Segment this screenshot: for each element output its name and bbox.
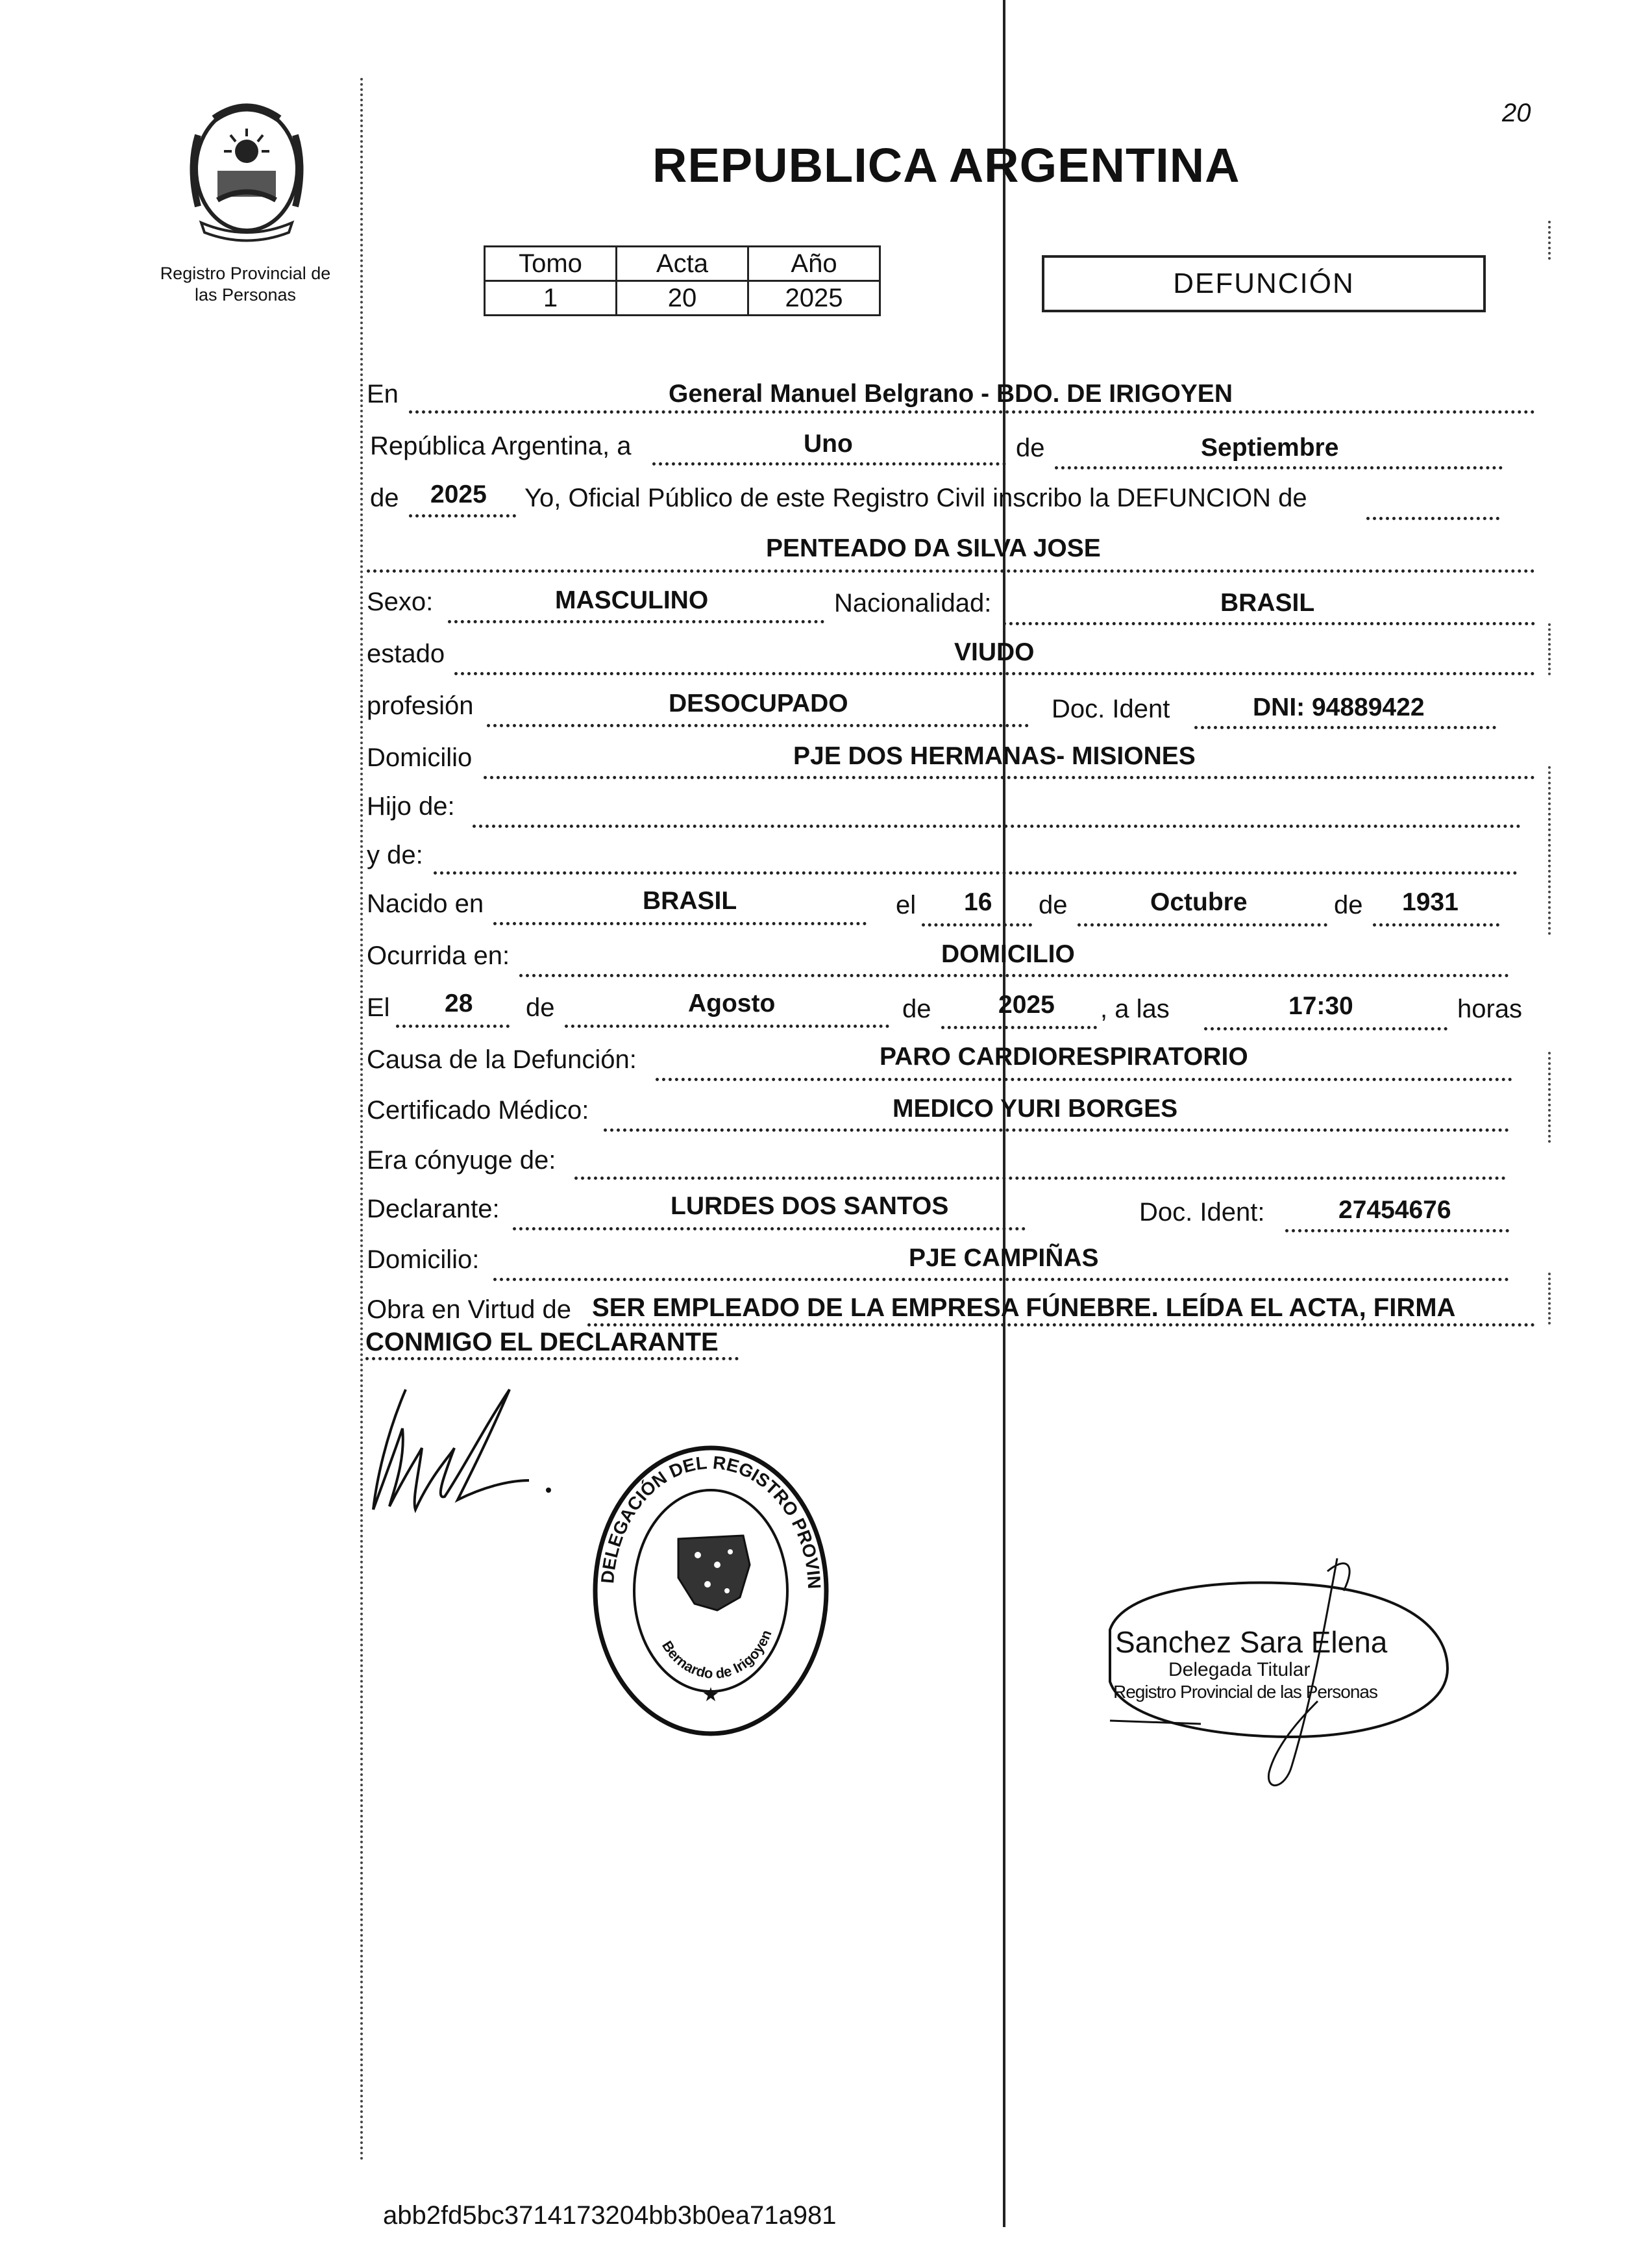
registry-line-1: Registro Provincial de xyxy=(160,264,331,283)
field-line xyxy=(565,1025,889,1028)
label-yo: Yo, Oficial Público de este Registro Civil inscribo la DEFUNCION de xyxy=(524,484,1307,512)
label-en: En xyxy=(367,380,399,408)
value-nac-anio: 1931 xyxy=(1402,888,1459,916)
field-line xyxy=(367,569,1535,573)
value-domicilio: PJE DOS HERMANAS- MISIONES xyxy=(793,742,1196,770)
anio-label: Año xyxy=(748,247,880,281)
margin-mark xyxy=(1548,1052,1551,1143)
label-de: de xyxy=(1039,891,1068,919)
field-line xyxy=(1373,923,1499,927)
label-el: El xyxy=(367,993,390,1022)
acta-value: 20 xyxy=(617,281,748,316)
tomo-label: Tomo xyxy=(485,247,617,281)
stamp-outer-text: DELEGACIÓN DEL REGISTRO PROVIN xyxy=(597,1452,825,1589)
field-line xyxy=(365,1357,739,1360)
label-republica: República Argentina, a xyxy=(370,432,632,460)
field-line xyxy=(484,776,1535,779)
label-domicilio: Domicilio xyxy=(367,743,473,772)
field-line xyxy=(493,1278,1509,1281)
value-nacido-en: BRASIL xyxy=(643,887,737,915)
value-documento: DNI: 94889422 xyxy=(1253,693,1425,721)
field-line xyxy=(519,974,1509,977)
delegate-role: Delegada Titular xyxy=(1168,1659,1311,1680)
delegate-office: Registro Provincial de las Personas xyxy=(1113,1682,1377,1702)
label-causa: Causa de la Defunción: xyxy=(367,1045,637,1074)
field-line xyxy=(1055,466,1503,469)
field-line xyxy=(1003,622,1535,625)
label-obra: Obra en Virtud de xyxy=(367,1295,572,1324)
anio-value: 2025 xyxy=(748,281,880,316)
margin-mark xyxy=(1548,623,1551,675)
delegate-signature-stamp xyxy=(1097,1552,1460,1799)
field-line xyxy=(652,462,1006,466)
value-def-dia: 28 xyxy=(445,990,473,1017)
province-seal-icon xyxy=(179,96,315,245)
value-sexo: MASCULINO xyxy=(555,586,709,614)
value-declarante: LURDES DOS SANTOS xyxy=(671,1192,949,1220)
field-line xyxy=(396,1025,510,1028)
label-ocurrida-en: Ocurrida en: xyxy=(367,941,510,970)
label-nacionalidad: Nacionalidad: xyxy=(834,589,992,617)
label-doc-ident: Doc. Ident xyxy=(1052,695,1170,723)
registry-name xyxy=(148,263,343,306)
declarant-signature xyxy=(360,1377,574,1526)
label-profesion: profesión xyxy=(367,692,474,720)
margin-mark xyxy=(1548,221,1551,260)
value-hora: 17:30 xyxy=(1288,992,1353,1020)
value-nacionalidad: BRASIL xyxy=(1220,589,1315,617)
acta-label: Acta xyxy=(617,247,748,281)
label-sexo: Sexo: xyxy=(367,588,434,616)
field-line xyxy=(656,1078,1512,1081)
value-mes: Septiembre xyxy=(1201,434,1339,462)
label-de: de xyxy=(902,995,931,1023)
value-obra-line-1: SER EMPLEADO DE LA EMPRESA FÚNEBRE. LEÍDA EL ACTA, FIRMA xyxy=(592,1293,1456,1322)
page-number: 20 xyxy=(1502,99,1531,127)
official-stamp xyxy=(587,1441,834,1740)
field-line xyxy=(513,1227,1026,1230)
value-profesion: DESOCUPADO xyxy=(669,690,848,717)
value-ocurrida-en: DOMICILIO xyxy=(941,940,1075,968)
value-certificado: MEDICO YURI BORGES xyxy=(893,1095,1178,1123)
label-y-de: y de: xyxy=(367,841,423,869)
margin-mark xyxy=(1548,766,1551,935)
label-declarante: Declarante: xyxy=(367,1195,500,1223)
label-conyuge: Era cónyuge de: xyxy=(367,1146,556,1175)
svg-text:Bernardo de Irigoyen xyxy=(659,1628,775,1682)
value-nac-dia: 16 xyxy=(964,888,992,916)
field-line xyxy=(1078,923,1327,927)
label-domicilio: Domicilio: xyxy=(367,1245,480,1274)
field-line xyxy=(454,672,1535,675)
field-line xyxy=(473,825,1521,828)
value-def-mes: Agosto xyxy=(688,990,776,1017)
field-line xyxy=(574,1177,1506,1180)
label-certificado: Certificado Médico: xyxy=(367,1096,589,1125)
field-line xyxy=(922,923,1032,927)
field-line xyxy=(1366,517,1499,520)
field-line xyxy=(493,922,867,925)
label-de: de xyxy=(370,484,399,512)
value-dia: Uno xyxy=(804,430,853,458)
value-declarante-domicilio: PJE CAMPIÑAS xyxy=(909,1244,1099,1272)
label-el: el xyxy=(896,891,917,919)
field-line xyxy=(409,410,1535,414)
value-def-anio: 2025 xyxy=(998,991,1055,1019)
label-nacido-en: Nacido en xyxy=(367,890,484,918)
value-nac-mes: Octubre xyxy=(1150,888,1248,916)
field-line xyxy=(587,1323,1535,1327)
value-lugar: General Manuel Belgrano - BDO. DE IRIGOYEN xyxy=(669,380,1233,408)
value-nombre: PENTEADO DA SILVA JOSE xyxy=(766,534,1101,562)
field-line xyxy=(1194,726,1496,729)
label-horas: horas xyxy=(1457,995,1523,1023)
margin-line xyxy=(360,78,363,2162)
label-doc-ident: Doc. Ident: xyxy=(1139,1198,1265,1227)
label-hijo-de: Hijo de: xyxy=(367,792,455,821)
field-line xyxy=(487,724,1029,727)
label-de: de xyxy=(1334,891,1363,919)
field-line xyxy=(434,871,1518,875)
value-causa: PARO CARDIORESPIRATORIO xyxy=(880,1043,1248,1071)
stamp-inner-text: Bernardo de Irigoyen xyxy=(659,1627,775,1682)
field-line xyxy=(1285,1229,1509,1232)
label-estado: estado xyxy=(367,640,445,668)
value-obra-line-2: CONMIGO EL DECLARANTE xyxy=(365,1328,719,1356)
delegate-name: Sanchez Sara Elena xyxy=(1115,1625,1388,1659)
field-line xyxy=(448,620,824,623)
label-de: de xyxy=(526,993,555,1022)
record-meta-table xyxy=(484,245,881,316)
tomo-value: 1 xyxy=(485,281,617,316)
label-a-las: , a las xyxy=(1100,995,1170,1023)
field-line xyxy=(604,1128,1509,1132)
field-line xyxy=(1204,1027,1447,1030)
field-line xyxy=(409,514,516,517)
record-type-box: DEFUNCIÓN xyxy=(1042,255,1486,312)
value-declarante-doc: 27454676 xyxy=(1338,1196,1451,1224)
svg-text:★: ★ xyxy=(702,1684,720,1706)
document-hash: abb2fd5bc3714173204bb3b0ea71a981 xyxy=(383,2201,837,2230)
margin-mark xyxy=(1548,1273,1551,1325)
value-anio: 2025 xyxy=(430,480,487,508)
label-de: de xyxy=(1016,434,1045,462)
page-title: REPUBLICA ARGENTINA xyxy=(652,138,1240,192)
value-estado: VIUDO xyxy=(954,638,1035,666)
field-line xyxy=(941,1026,1097,1029)
registry-line-2: las Personas xyxy=(194,285,297,305)
